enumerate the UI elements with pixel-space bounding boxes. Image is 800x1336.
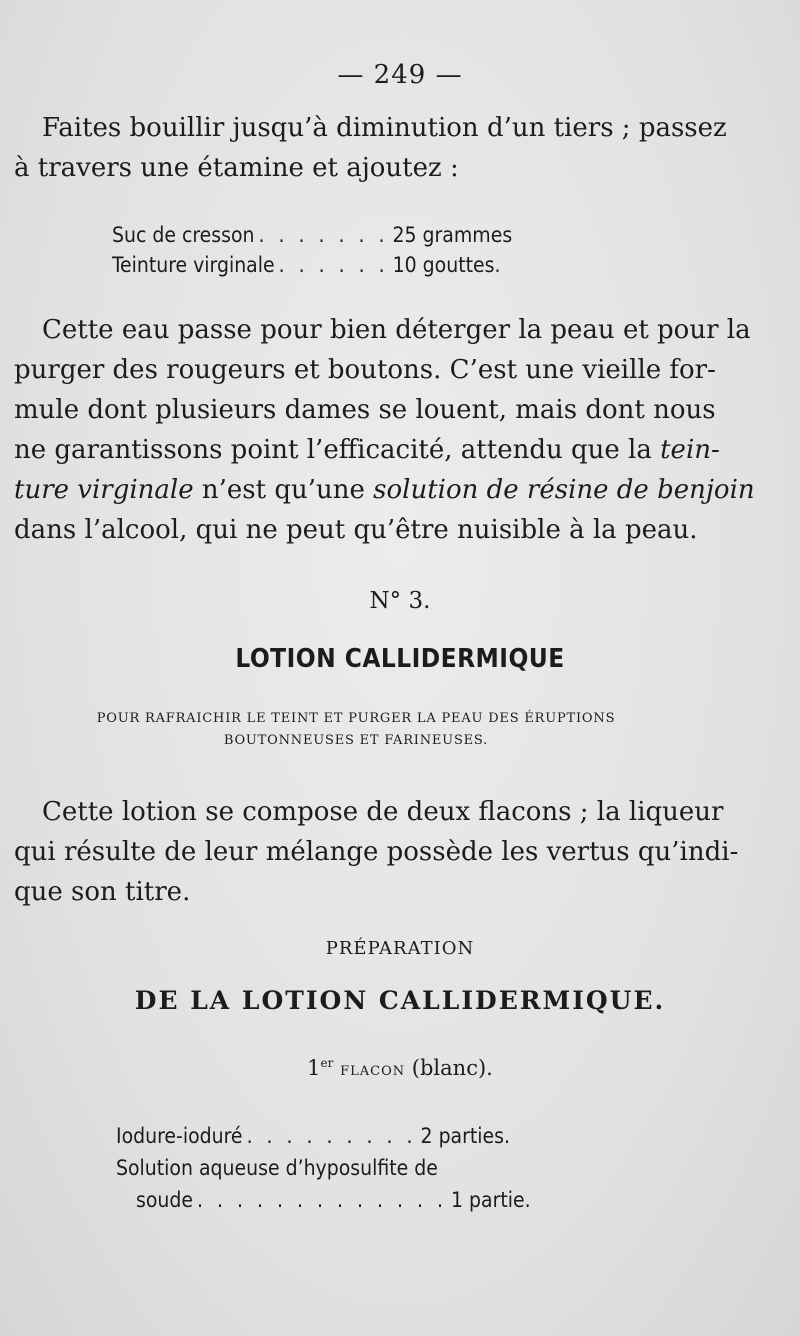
leader-dots: . . . . . . . . . . . . . — [197, 1188, 447, 1212]
leader-dots: . . . . . . . . . — [246, 1124, 417, 1148]
subtitle-line: POUR RAFRAICHIR LE TEINT ET PURGER LA PEAU DES ÉRUPTIONS — [96, 711, 616, 726]
recipe-list — [112, 220, 512, 280]
flacon-label: FLACON — [340, 1064, 406, 1079]
flacon-detail: (blanc). — [411, 1056, 493, 1080]
page-number: — 249 — — [337, 60, 463, 90]
preparation-title: DE LA LOTION CALLIDERMIQUE. — [134, 986, 666, 1015]
comment-line — [14, 430, 720, 470]
lotion-line: Cette lotion se compose de deux flacons ; la liqueur — [42, 797, 724, 827]
recipe-row — [112, 220, 512, 250]
comment-line: Cette eau passe pour bien déterger la peau et pour la — [42, 315, 751, 345]
ingredient-quantity: 10 gouttes. — [392, 253, 501, 277]
italic-term: ture virginale — [14, 475, 194, 505]
intro-paragraph — [14, 108, 727, 188]
comment-line: purger des rougeurs et boutons. C’est une vieille for- — [14, 355, 716, 385]
recipe-row — [116, 1152, 531, 1184]
recipe-row — [112, 250, 512, 280]
ingredient-name: Iodure-ioduré — [116, 1124, 243, 1148]
ingredient-name: Suc de cresson — [112, 223, 255, 247]
recipe-row — [116, 1120, 531, 1152]
ingredient-quantity: 1 partie. — [450, 1188, 531, 1212]
flacon-ordinal: er — [320, 1056, 334, 1070]
lotion-line: que son titre. — [14, 877, 191, 907]
recipe-list-2 — [116, 1120, 531, 1216]
section-title: LOTION CALLIDERMIQUE — [235, 644, 565, 674]
comment-text: ne garantissons point l’efficacité, attendu que la — [14, 435, 661, 465]
ingredient-quantity: 2 parties. — [420, 1124, 511, 1148]
section-subtitle — [56, 708, 656, 752]
intro-line: Faites bouillir jusqu’à diminution d’un tiers ; passez — [42, 113, 727, 143]
comment-line: dans l’alcool, qui ne peut qu’être nuisible à la peau. — [14, 515, 698, 545]
flacon-number: 1 — [307, 1056, 321, 1080]
ingredient-quantity: 25 grammes — [392, 223, 513, 247]
comment-line — [14, 470, 755, 510]
subtitle-line: BOUTONNEUSES ET FARINEUSES. — [223, 733, 489, 748]
leader-dots: . . . . . . — [278, 253, 389, 277]
lotion-line: qui résulte de leur mélange possède les vertus qu’indi- — [14, 837, 739, 867]
ingredient-name: soude — [136, 1188, 194, 1212]
italic-term: solution de résine de benjoin — [373, 475, 755, 505]
comment-line: mule dont plusieurs dames se louent, mais dont nous — [14, 395, 716, 425]
recipe-row — [116, 1184, 531, 1216]
recipe-number: N° 3. — [369, 588, 431, 614]
comment-paragraph — [14, 310, 755, 550]
flacon-heading — [0, 1056, 800, 1080]
lotion-paragraph — [14, 792, 739, 912]
intro-line: à travers une étamine et ajoutez : — [14, 153, 459, 183]
ingredient-name: Solution aqueuse d’hyposulfite de — [116, 1156, 438, 1180]
preparation-label: PRÉPARATION — [325, 938, 475, 959]
comment-text: n’est qu’une — [193, 475, 374, 505]
ingredient-name: Teinture virginale — [112, 253, 275, 277]
italic-term: tein- — [660, 435, 720, 465]
leader-dots: . . . . . . . — [258, 223, 389, 247]
